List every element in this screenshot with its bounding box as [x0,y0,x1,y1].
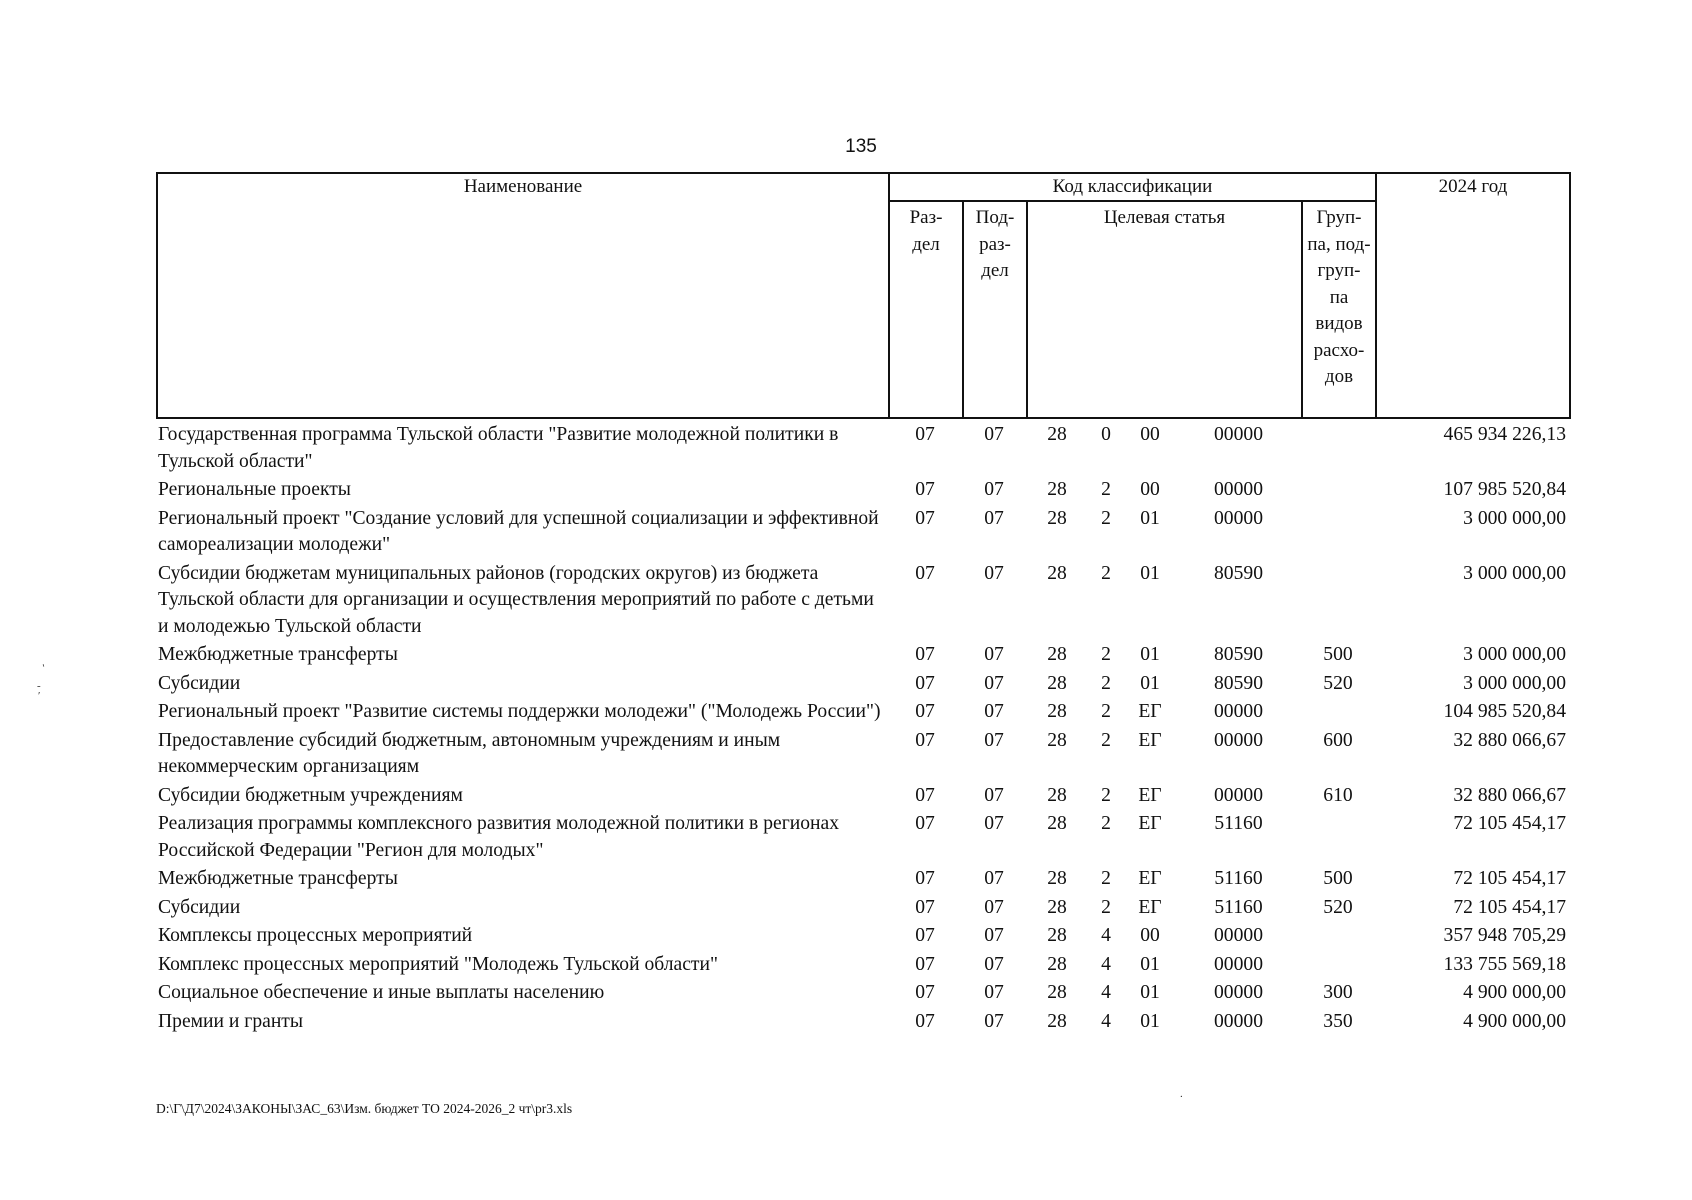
cell-pr: 07 [984,479,1004,500]
table-row [156,642,1570,671]
cell-c4: 00000 [1214,479,1263,500]
cell-c1: 28 [1047,479,1067,500]
header-year: 2024 год [1376,173,1570,418]
cell-name: Комплексы процессных мероприятий [158,925,473,946]
cell-c2: 4 [1101,953,1111,975]
cell-name: Предоставление субсидий бюджетным, автономным учреждениям и иным некоммерческим организациям [158,729,781,777]
cell-c1: 28 [1047,562,1067,584]
cell-c4: 00000 [1214,701,1263,722]
cell-amount: 4 900 000,00 [1463,982,1566,1003]
cell-c3: 00 [1140,925,1160,946]
cell-rz: 07 [915,868,935,889]
cell-rz: 07 [915,982,935,1003]
cell-amount: 32 880 066,67 [1453,784,1566,806]
cell-c3: ЕГ [1138,868,1162,889]
cell-amount: 72 105 454,17 [1453,896,1566,918]
cell-rz: 07 [915,701,935,722]
table-row [156,783,1570,812]
cell-c2: 2 [1101,562,1111,584]
cell-c1: 28 [1047,644,1067,665]
cell-pr: 07 [984,896,1004,918]
cell-vr [1301,422,1375,477]
cell-c2: 2 [1101,896,1111,918]
cell-c1: 28 [1047,701,1067,722]
cell-amount: 72 105 454,17 [1453,813,1566,834]
table-row [156,980,1570,1009]
cell-pr: 07 [984,953,1004,975]
cell-c4: 80590 [1214,644,1263,665]
cell-name: Государственная программа Тульской области "Развитие молодежной политики в Тульской области" [158,424,839,472]
cell-vr: 500 [1323,644,1353,665]
header-code-group: Код классификации [889,173,1376,201]
cell-rz: 07 [915,424,935,445]
cell-c1: 28 [1047,784,1067,806]
cell-c1: 28 [1047,868,1067,889]
cell-pr: 07 [984,562,1004,584]
cell-rz: 07 [915,953,935,975]
header-subsection-label: Под- раз- дел [975,207,1015,281]
cell-name: Региональный проект "Развитие системы поддержки молодежи" ("Молодежь России") [158,701,881,722]
scan-mark: ′ [38,690,41,702]
table-row [156,561,1570,643]
cell-c2: 2 [1101,507,1111,529]
cell-name: Межбюджетные трансферты [158,644,398,665]
cell-c3: 00 [1140,479,1160,500]
cell-c4: 80590 [1214,562,1263,584]
table-row [156,866,1570,895]
cell-rz: 07 [915,784,935,806]
cell-vr [1301,923,1375,952]
header-section [889,201,963,418]
cell-c4: 00000 [1214,507,1263,529]
cell-name: Субсидии бюджетным учреждениям [158,784,463,806]
cell-vr [1301,699,1375,728]
cell-c3: 01 [1140,562,1160,584]
cell-vr: 500 [1323,868,1353,889]
cell-c2: 2 [1101,784,1111,806]
table-row [156,1009,1570,1038]
cell-amount: 465 934 226,13 [1443,424,1566,445]
table-row [156,952,1570,981]
table-row [156,728,1570,783]
cell-c2: 2 [1101,868,1111,889]
cell-c1: 28 [1047,729,1067,751]
table-row [156,811,1570,866]
cell-name: Социальное обеспечение и иные выплаты населению [158,982,605,1003]
cell-amount: 3 000 000,00 [1463,644,1566,665]
cell-c1: 28 [1047,1010,1067,1032]
cell-name: Субсидии [158,672,241,694]
budget-table [156,422,1570,1037]
cell-c3: 01 [1140,1010,1160,1032]
cell-c2: 4 [1101,925,1111,946]
cell-pr: 07 [984,813,1004,834]
cell-vr: 350 [1323,1010,1353,1032]
table-body [156,422,1570,1037]
cell-vr [1301,506,1375,561]
header-expense-group [1302,201,1376,418]
scan-mark: - [37,680,41,692]
cell-name: Региональные проекты [158,479,351,500]
cell-c3: ЕГ [1138,896,1162,918]
cell-name: Межбюджетные трансферты [158,868,398,889]
cell-rz: 07 [915,672,935,694]
table-row [156,477,1570,506]
page-number: 135 [845,136,877,157]
cell-c3: 01 [1140,644,1160,665]
cell-vr: 600 [1323,729,1353,751]
cell-amount: 32 880 066,67 [1453,729,1566,751]
cell-c2: 2 [1101,479,1111,500]
cell-amount: 3 000 000,00 [1463,562,1566,584]
header-expense-group-label: Груп- па, под- груп- па видов расхо- дов [1307,207,1371,387]
cell-amount: 107 985 520,84 [1443,479,1566,500]
cell-c4: 51160 [1214,896,1263,918]
cell-vr [1301,561,1375,643]
cell-rz: 07 [915,479,935,500]
cell-c4: 00000 [1214,982,1263,1003]
cell-c2: 2 [1101,813,1111,834]
cell-pr: 07 [984,701,1004,722]
cell-amount: 72 105 454,17 [1453,868,1566,889]
cell-c4: 00000 [1214,424,1263,445]
cell-c1: 28 [1047,672,1067,694]
cell-c4: 00000 [1214,925,1263,946]
scan-mark: ′ [41,662,50,674]
cell-c2: 0 [1101,424,1111,445]
cell-vr [1301,477,1375,506]
cell-c4: 00000 [1214,729,1263,751]
table-row [156,923,1570,952]
cell-vr: 520 [1323,896,1353,918]
cell-c2: 2 [1101,729,1111,751]
cell-c1: 28 [1047,896,1067,918]
cell-c1: 28 [1047,953,1067,975]
cell-c1: 28 [1047,813,1067,834]
table-row [156,422,1570,477]
cell-pr: 07 [984,672,1004,694]
cell-amount: 3 000 000,00 [1463,507,1566,529]
scan-mark: . [1180,1088,1183,1100]
cell-c3: ЕГ [1138,701,1162,722]
cell-c3: ЕГ [1138,784,1162,806]
cell-name: Премии и гранты [158,1010,304,1032]
table-row [156,506,1570,561]
cell-c3: 01 [1140,672,1160,694]
cell-pr: 07 [984,1010,1004,1032]
cell-c2: 4 [1101,982,1111,1003]
cell-amount: 4 900 000,00 [1463,1010,1566,1032]
cell-c4: 80590 [1214,672,1263,694]
cell-amount: 133 755 569,18 [1443,953,1566,975]
cell-rz: 07 [915,644,935,665]
cell-vr [1301,952,1375,981]
cell-c2: 4 [1101,1010,1111,1032]
cell-c2: 2 [1101,672,1111,694]
cell-c3: 00 [1140,424,1160,445]
cell-name: Субсидии бюджетам муниципальных районов (городских округов) из бюджета Тульской области для организации и осуществления мероприятий по работе с детьми и молодежью Тульской области [158,562,874,637]
cell-rz: 07 [915,562,935,584]
cell-c4: 00000 [1214,784,1263,806]
cell-pr: 07 [984,729,1004,751]
cell-vr: 520 [1323,672,1353,694]
cell-pr: 07 [984,784,1004,806]
cell-c1: 28 [1047,424,1067,445]
cell-pr: 07 [984,644,1004,665]
cell-c4: 51160 [1214,813,1263,834]
cell-c1: 28 [1047,982,1067,1003]
cell-c3: 01 [1140,982,1160,1003]
header-target-item: Целевая статья [1027,201,1302,418]
cell-c3: ЕГ [1138,813,1162,834]
cell-c1: 28 [1047,507,1067,529]
cell-pr: 07 [984,507,1004,529]
cell-amount: 104 985 520,84 [1443,701,1566,722]
cell-name: Комплекс процессных мероприятий "Молодежь Тульской области" [158,953,718,975]
cell-pr: 07 [984,925,1004,946]
cell-vr: 300 [1323,982,1353,1003]
cell-c2: 2 [1101,644,1111,665]
cell-c2: 2 [1101,701,1111,722]
cell-rz: 07 [915,813,935,834]
cell-rz: 07 [915,507,935,529]
table-header [156,172,1571,419]
cell-amount: 3 000 000,00 [1463,672,1566,694]
cell-rz: 07 [915,729,935,751]
cell-name: Реализация программы комплексного развития молодежной политики в регионах Российской Федерации "Регион для молодых" [158,813,839,861]
table-row [156,671,1570,700]
cell-c3: 01 [1140,507,1160,529]
table-row [156,895,1570,924]
header-subsection [963,201,1027,418]
header-section-label: Раз- дел [909,207,943,255]
cell-pr: 07 [984,982,1004,1003]
table-row [156,699,1570,728]
cell-c4: 00000 [1214,1010,1263,1032]
cell-rz: 07 [915,925,935,946]
cell-pr: 07 [984,424,1004,445]
cell-rz: 07 [915,1010,935,1032]
cell-name: Субсидии [158,896,241,918]
cell-c3: 01 [1140,953,1160,975]
cell-c4: 51160 [1214,868,1263,889]
cell-rz: 07 [915,896,935,918]
footer-file-path: D:\Г\Д7\2024\ЗАКОНЫ\ЗАС_63\Изм. бюджет ТО 2024-2026_2 чт\pr3.xls [156,1101,573,1116]
cell-vr [1301,811,1375,866]
cell-name: Региональный проект "Создание условий для успешной социализации и эффективной самореализации молодежи" [158,507,879,555]
cell-vr: 610 [1323,784,1353,806]
cell-c1: 28 [1047,925,1067,946]
cell-amount: 357 948 705,29 [1443,925,1566,946]
header-name: Наименование [157,173,889,418]
cell-c3: ЕГ [1138,729,1162,751]
cell-c4: 00000 [1214,953,1263,975]
cell-pr: 07 [984,868,1004,889]
